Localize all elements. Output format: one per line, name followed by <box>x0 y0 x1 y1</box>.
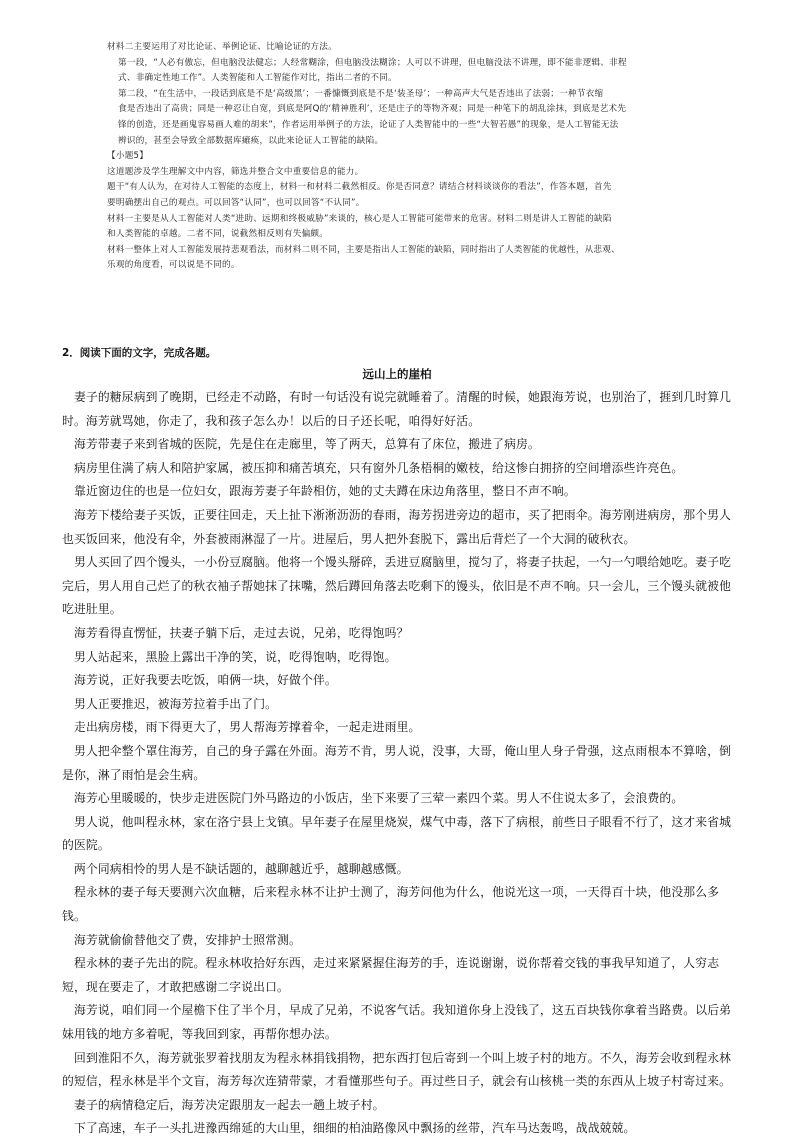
analysis-line: 锋的创造，还是画鬼容易画人难的胡来”，作者运用举例子的方法，论证了人类智能中的一些“大智若愚”的现象，是人工智能无法 <box>118 119 619 130</box>
story-paragraph: 靠近窗边住的也是一位妇女，跟海芳妻子年龄相仿，她的丈夫蹲在床边角落里，整日不声不响。 <box>74 484 576 499</box>
story-paragraph: 妻子的病情稳定后，海芳决定跟朋友一起去一趟上坡子村。 <box>74 1097 385 1112</box>
question-heading: 2．阅读下面的文字，完成各题。 <box>62 347 217 359</box>
story-paragraph: 海芳心里暖暖的，快步走进医院门外马路边的小饭店，坐下来要了三荤一素四个菜。男人不住说太多了，会浪费的。 <box>74 791 684 806</box>
story-paragraph: 海芳就偷偷替他交了费，安排护士照常测。 <box>74 932 301 947</box>
story-paragraph: 两个同病相怜的男人是不缺话题的，越聊越近乎，越聊越感慨。 <box>74 861 409 876</box>
story-paragraph: 回到淮阳不久，海芳就张罗着找朋友为程永林捐钱捐物，把东西打包后寄到一个叫上坡子村的地方。不久，海芳会收到程永林的短信，程永林是半个文盲，海芳每次连猜带蒙，才看懂那些句子。再过些日子，就会有山核桃一类的东西从上坡子村寄过来。 <box>62 1050 732 1089</box>
subquestion-label: 【小题5】 <box>107 151 149 162</box>
story-paragraph: 下了高速，车子一头扎进豫西绵延的大山里，细细的柏油路像风中飘扬的丝带，汽车马达轰鸣，战战兢兢。 <box>74 1121 636 1136</box>
story-paragraph: 程永林的妻子先出的院。程永林收拾好东西，走过来紧紧握住海芳的手，连说谢谢，说你帮着交钱的事我早知道了，人穷志短，现在要走了，才敢把感谢二字说出口。 <box>62 956 720 994</box>
story-paragraph: 程永林的妻子每天要测六次血糖，后来程永林不让护士测了，海芳问他为什么，他说光这一项，一天得百十块，他没那么多钱。 <box>62 885 720 924</box>
analysis-line: 材料一主要是从人工智能对人类“进助、远期和终极威胁”来谈的，核心是人工智能可能带来的危害。材料二则是讲人工智能的缺陷 <box>107 213 612 224</box>
story-paragraph: 海芳说，咱们同一个屋檐下住了半个月，早成了兄弟，不说客气话。我知道你身上没钱了，这五百块钱你拿着当路费。以后弟妹用钱的地方多着呢，等我回到家，再帮你想办法。 <box>62 1003 732 1042</box>
story-paragraph: 男人站起来，黑脸上露出干净的笑，说，吃得饱呐，吃得饱。 <box>74 649 397 664</box>
story-paragraph: 海芳说，正好我要去吃饭，咱俩一块，好做个伴。 <box>74 673 337 688</box>
analysis-line: 式、非确定性地工作”。人类智能和人工智能作对比，指出二者的不同。 <box>118 73 397 84</box>
analysis-line: 第二段，“在生活中，一段话到底是不是‘高级黑’；一番慷慨到底是不是‘装圣母’；一种高声大气是否违出了法弱；一种节衣缩 <box>118 88 604 99</box>
story-title: 远山上的崖柏 <box>362 367 432 381</box>
analysis-line: 辨识的，甚至会导致全部数据库瘫痪，以此来论证人工智能的缺陷。 <box>118 135 384 146</box>
analysis-line: 第一段，“人必有傲忘，但电脑没法健忘；人经常糊涂，但电脑没法糊涂；人可以不讲理，但电脑没法不讲理，即不能非逻辑、非程 <box>118 57 627 68</box>
story-paragraph: 海芳下楼给妻子买饭，正要往回走，天上扯下淅淅沥沥的春雨，海芳拐进旁边的超市，买了把雨伞。海芳刚进病房，那个男人也买饭回来，他没有伞，外套被雨淋湿了一片。进屋后，男人把外套脱下，露出后背烂了一个大洞的破秋衣。 <box>62 507 732 546</box>
story-paragraph: 海芳看得直愣怔，扶妻子躺下后，走过去说，兄弟，吃得饱吗？ <box>74 625 409 640</box>
answer-analysis-section <box>107 40 727 274</box>
analysis-line: 这道题涉及学生理解文中内容，筛选并整合文中重要信息的能力。 <box>107 166 364 177</box>
story-paragraph: 男人把伞整个罩住海芳，自己的身子露在外面。海芳不肯，男人说，没事，大哥，俺山里人身子骨强，这点雨根本不算啥，倒是你，淋了雨怕是会生病。 <box>62 743 732 782</box>
story-paragraph: 病房里住满了病人和陪护家属，被压抑和痛苦填充，只有窗外几条梧桐的嫩枝，给这惨白拥挤的空间增添些许亮色。 <box>74 460 684 475</box>
analysis-line: 食是否违出了高贵；同是一种忍让自宽，到底是阿Q的‘精神胜利’，还是庄子的等物齐观；同是一种笔下的胡乱涂抹，到底是艺术先 <box>118 104 627 115</box>
story-paragraph: 男人说，他叫程永林，家在洛宁县上戈镇。早年妻子在屋里烧炭，煤气中毒，落下了病根，前些日子眼看不行了，这才来省城的医院。 <box>62 814 732 853</box>
analysis-line: 乐观的角度看，可以说是不同的。 <box>107 260 240 271</box>
story-paragraph: 男人正要推迟，被海芳拉着手出了门。 <box>74 696 278 711</box>
analysis-line: 材料二主要运用了对比论证、举例论证、比喻论证的方法。 <box>107 42 337 52</box>
analysis-line: 和人类智能的卓越。二者不同，说截然相反则有失偏颇。 <box>107 229 329 240</box>
story-paragraph: 妻子的糖尿病到了晚期，已经走不动路，有时一句话没有说完就睡着了。清醒的时候，她跟海芳说，也别治了，捱到几时算几时。海芳就骂她，你走了，我和孩子怎么办！以后的日子还长呢，咱得好好活。 <box>62 390 732 428</box>
story-body <box>62 386 742 1141</box>
analysis-line: 题干“有人认为，在对待人工智能的态度上，材料一和材料二截然相反。你是否同意？请结合材料谈谈你的看法”，作答本题，首先 <box>107 182 612 193</box>
analysis-line: 材料一整体上对人工智能发展持悲观看法，而材料二则不同，主要是指出人工智能的缺陷，同时指出了人类智能的优越性，从悲观、 <box>107 244 620 255</box>
story-paragraph: 男人买回了四个馒头，一小份豆腐脑。他将一个馒头掰碎，丢进豆腐脑里，搅匀了，将妻子扶起，一勺一勺喂给她吃。妻子吃完后，男人用自己烂了的秋衣袖子帮她抹了抹嘴，然后蹲回角落去吃剩下的馒头，依旧是不声不响。只一会儿，三个馒头就被他吃进肚里。 <box>62 555 732 617</box>
analysis-line: 要明确摆出自己的观点。可以回答“认同”，也可以回答“不认同”。 <box>107 197 365 208</box>
story-paragraph: 海芳带妻子来到省城的医院，先是住在走廊里，等了两天，总算有了床位，搬进了病房。 <box>74 437 540 452</box>
story-paragraph: 走出病房楼，雨下得更大了，男人帮海芳撑着伞，一起走进雨里。 <box>74 720 421 735</box>
